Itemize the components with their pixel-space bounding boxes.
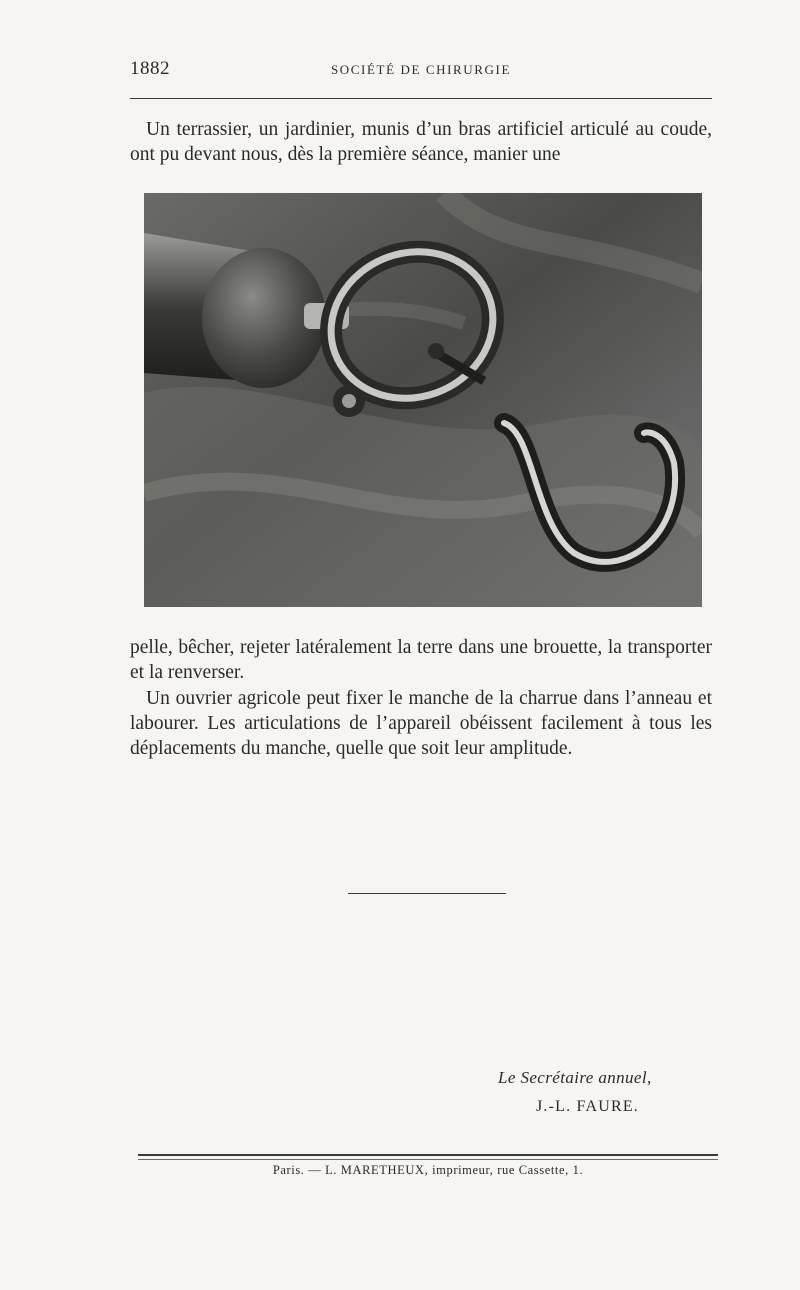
running-title: SOCIÉTÉ DE CHIRURGIE	[330, 62, 512, 77]
footer-rule-thick	[138, 1154, 718, 1156]
paragraph-3: Un ouvrier agricole peut fixer le manche de la charrue dans l’anneau et labourer. Les articulations de l’appareil obéissent facilement à tous les déplacements du manche, quelle que soit leur amplitude.	[130, 688, 712, 759]
printer-imprint: Paris. — L. MARETHEUX, imprimeur, rue Cassette, 1.	[272, 1163, 584, 1177]
signature-title: Le Secrétaire annuel,	[498, 1068, 652, 1087]
photo-illustration	[144, 193, 702, 607]
page-header	[130, 58, 712, 86]
signature-name: J.-L. FAURE.	[536, 1098, 639, 1115]
page-number: 1882	[130, 58, 170, 79]
footer-rule-thin	[138, 1159, 718, 1160]
paragraph-2: pelle, bêcher, rejeter latéralement la terre dans une brouette, la transporter et la renverser.	[130, 637, 712, 683]
figure-hook-prosthesis-photo	[144, 193, 702, 607]
paragraph-1: Un terrassier, un jardinier, munis d’un bras artificiel articulé au coude, ont pu devant nous, dès la première séance, manier une	[130, 119, 712, 165]
section-separator-rule	[348, 893, 506, 894]
header-rule	[130, 98, 712, 99]
